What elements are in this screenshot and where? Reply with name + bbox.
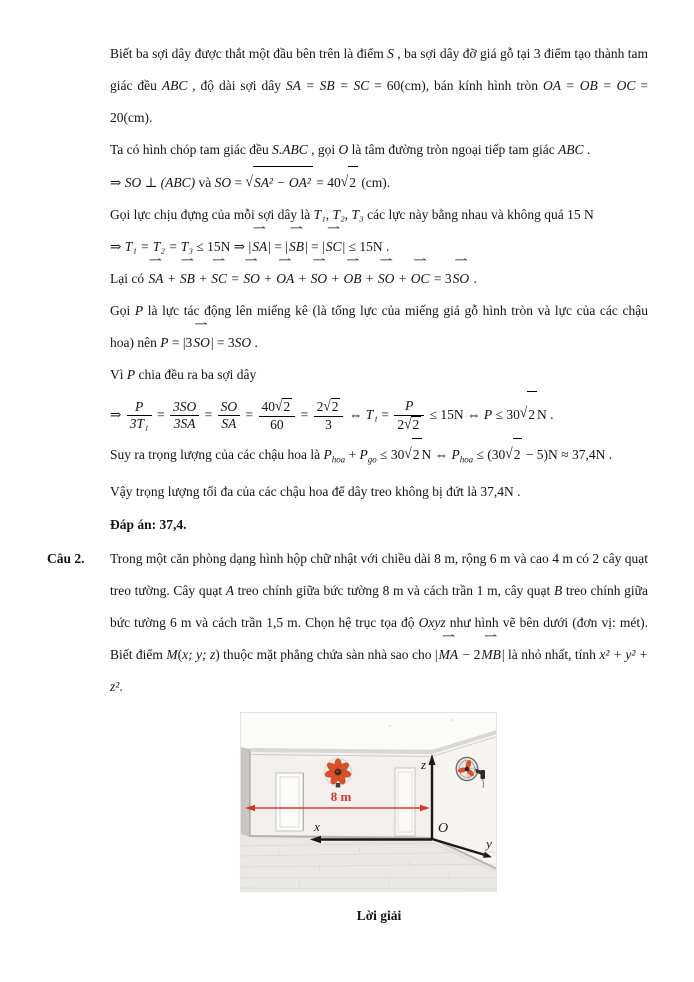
fraction: $\frac{40√2}{60}$	[259, 398, 296, 433]
solution-paragraph-4: Gọi lực chịu đựng của mỗi sợi dây là T₁, T₂, T₃ các lực này bằng nhau và không quá 15 N	[110, 207, 594, 222]
answer-line: Đáp án: 37,4.	[110, 516, 187, 532]
solution-paragraph-8: Vì P chia đều ra ba sợi dây	[110, 367, 257, 382]
question-2: Câu 2. Trong một căn phòng dạng hình hộp chữ nhật với chiều dài 8 m, rộng 6 m và cao 4 m có 2 cây quạt treo tường. Cây quạt A treo chính giữa bức tường 8 m và cách trần 1 m, cây quạt B treo chính giữa bức tường 6 m và cách trần 1,5 m. Chọn hệ trục tọa độ Oxyz như hình vẽ bên dưới (đơn vị: mét). Biết điểm M(x; y; z) thuộc mặt phẳng chứa sàn nhà sao cho | ⇀ MA − 2 ⇀ MB| là nhỏ nhất, tính x² + y² + z².	[110, 543, 648, 703]
sqrt: √2	[404, 438, 421, 471]
dimension-label: 8 m	[330, 788, 352, 804]
vector: ⇀ SO	[243, 255, 260, 286]
door-left	[276, 773, 304, 831]
document-body	[47, 38, 649, 926]
vector: ⇀ SC	[211, 255, 227, 286]
solution-paragraph-1: Biết ba sợi dây được thắt một đầu bên trên là điểm S , ba sợi dây đỡ giá gỗ tại 3 điểm tạo thành tam giác đều ABC , độ dài sợi dây SA = SB = SC = 60(cm), bán kính hình tròn OA = OB = OC = 20(cm).	[110, 46, 648, 125]
vector: ⇀ MB	[481, 630, 501, 662]
sqrt: √SA² − OA²	[246, 166, 313, 199]
solution-paragraph-7: Gọi P là lực tác động lên miếng kê (là tổng lực của miếng giá gỗ hình tròn và lực của các chậu hoa) nên P = |3 ⇀ SO| = 3SO .	[110, 295, 648, 359]
vector: ⇀ SB	[179, 255, 195, 286]
vector: ⇀ OC	[410, 255, 430, 286]
vector: ⇀ SO	[310, 255, 328, 286]
sqrt: √2	[341, 166, 358, 199]
sqrt: √2	[275, 397, 291, 415]
fraction: $\frac{3SO}{3SA}$	[170, 399, 199, 433]
solution-heading: Lời giải	[356, 907, 402, 923]
vector: ⇀ SO	[377, 255, 395, 286]
vector: ⇀ SA	[148, 255, 164, 286]
solution-paragraph-5: ⇒ T₁ = T₂ = T₃ ≤ 15N ⇒ | ⇀ SA| = | ⇀ SB| = | ⇀ SC| ≤ 15N .	[110, 231, 648, 263]
fraction: $\frac{P}{\text{3T₁}}$	[127, 399, 152, 433]
sqrt: √2	[323, 397, 339, 415]
door-right	[395, 768, 415, 836]
vector: ⇀ SO	[193, 319, 210, 350]
vector: ⇀ SO	[452, 255, 470, 286]
solution-paragraph-11: Vậy trọng lượng tối đa của các chậu hoa để dây treo không bị đứt là 37,4N .	[110, 483, 521, 499]
sqrt: √2	[505, 438, 522, 471]
solution-paragraph-10: Suy ra trọng lượng của các chậu hoa là $P_{hoa} + P_{go} \le 30√2$ N ⇔ $P_{hoa} \le (30√2 - 5)N \approx 37,4N$ .	[110, 438, 648, 476]
room-photo	[240, 712, 497, 892]
solution-paragraph-9: ⇒ $\frac{P}{\text{3T₁}}$ = $\frac{3SO}{3SA}$ = $\frac{SO}{SA}$ = $\frac{40√2}{60}$ = $\frac{2√2}{3}$ ⇔ T₁ = $\frac{P}{2√2}$ ≤ 15N ⇔ P ≤ 30√2 N .	[110, 391, 648, 438]
solution-paragraph-6: Lại có ⇀ SA + ⇀ SB + ⇀ SC = ⇀ SO + ⇀ OA + ⇀ SO + ⇀ OB + ⇀ SO + ⇀ OC = 3 ⇀ SO .	[110, 263, 648, 295]
vector: ⇀ MA	[438, 630, 459, 662]
solution-paragraph-3: ⇒ SO ⊥ (ABC) và SO = √SA² − OA² = 40√2 (cm).	[110, 166, 648, 199]
sqrt: √2	[404, 415, 420, 432]
question-label: Câu 2.	[47, 550, 85, 566]
fraction: $\frac{2√2}{3}$	[314, 398, 344, 433]
vector: ⇀ OB	[343, 255, 362, 286]
z-axis-label: z	[420, 756, 426, 772]
vector: ⇀ OA	[276, 255, 295, 286]
origin-label: O	[438, 820, 449, 836]
solution-paragraph-2: Ta có hình chóp tam giác đều S.ABC , gọi O là tâm đường tròn ngoại tiếp tam giác ABC .	[110, 142, 591, 157]
x-axis-label: x	[314, 818, 320, 834]
vector: ⇀ SB	[288, 223, 304, 254]
left-wall-edge	[240, 747, 250, 837]
crown-molding	[250, 750, 432, 752]
vector: ⇀ SA	[252, 223, 268, 254]
fraction: $\frac{SO}{SA}$	[218, 399, 241, 433]
fraction: $\frac{P}{2√2}$	[394, 398, 424, 433]
sqrt: √2	[520, 391, 537, 438]
vector: ⇀ SC	[325, 223, 342, 254]
y-axis-label: y	[486, 835, 492, 851]
